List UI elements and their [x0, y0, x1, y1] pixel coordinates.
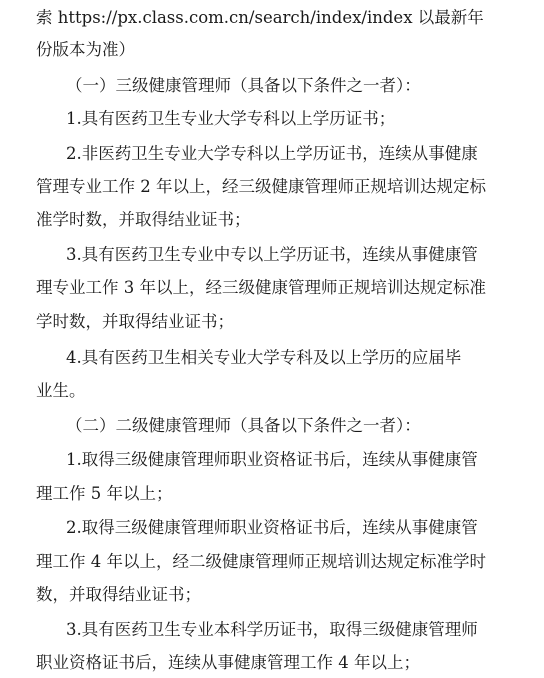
- text-line: 1.取得三级健康管理师职业资格证书后，连续从事健康管: [66, 450, 478, 469]
- text-line: 学时数，并取得结业证书；: [36, 312, 234, 331]
- section-heading-level-2: （二）二级健康管理师（具备以下条件之一者）：: [66, 416, 421, 435]
- text-line: 3.具有医药卫生专业中专以上学历证书，连续从事健康管: [66, 245, 478, 264]
- text-line: 理工作 5 年以上；: [36, 484, 173, 503]
- section-heading-level-3: （一）三级健康管理师（具备以下条件之一者）：: [66, 76, 421, 95]
- text-line: 4.具有医药卫生相关专业大学专科及以上学历的应届毕: [66, 348, 462, 367]
- text-line: 理工作 4 年以上，经二级健康管理师正规培训达规定标准学时: [36, 552, 486, 571]
- text-line: 业生。: [36, 381, 86, 400]
- text-line: 准学时数，并取得结业证书；: [36, 210, 251, 229]
- text-line: 2.取得三级健康管理师职业资格证书后，连续从事健康管: [66, 518, 478, 537]
- text-line: 数，并取得结业证书；: [36, 585, 201, 604]
- text-line: 3.具有医药卫生专业本科学历证书，取得三级健康管理师: [66, 620, 478, 639]
- text-line: 管理专业工作 2 年以上，经三级健康管理师正规培训达规定标: [36, 177, 486, 196]
- text-line: 职业资格证书后，连续从事健康管理工作 4 年以上；: [36, 653, 420, 672]
- text-line: 理专业工作 3 年以上，经三级健康管理师正规培训达规定标准: [36, 278, 486, 297]
- text-line: 索 https://px.class.com.cn/search/index/index 以最新年: [36, 8, 484, 27]
- text-line: 1.具有医药卫生专业大学专科以上学历证书；: [66, 109, 396, 128]
- text-line: 2.非医药卫生专业大学专科以上学历证书，连续从事健康: [66, 144, 478, 163]
- text-line: 份版本为准）: [36, 40, 135, 59]
